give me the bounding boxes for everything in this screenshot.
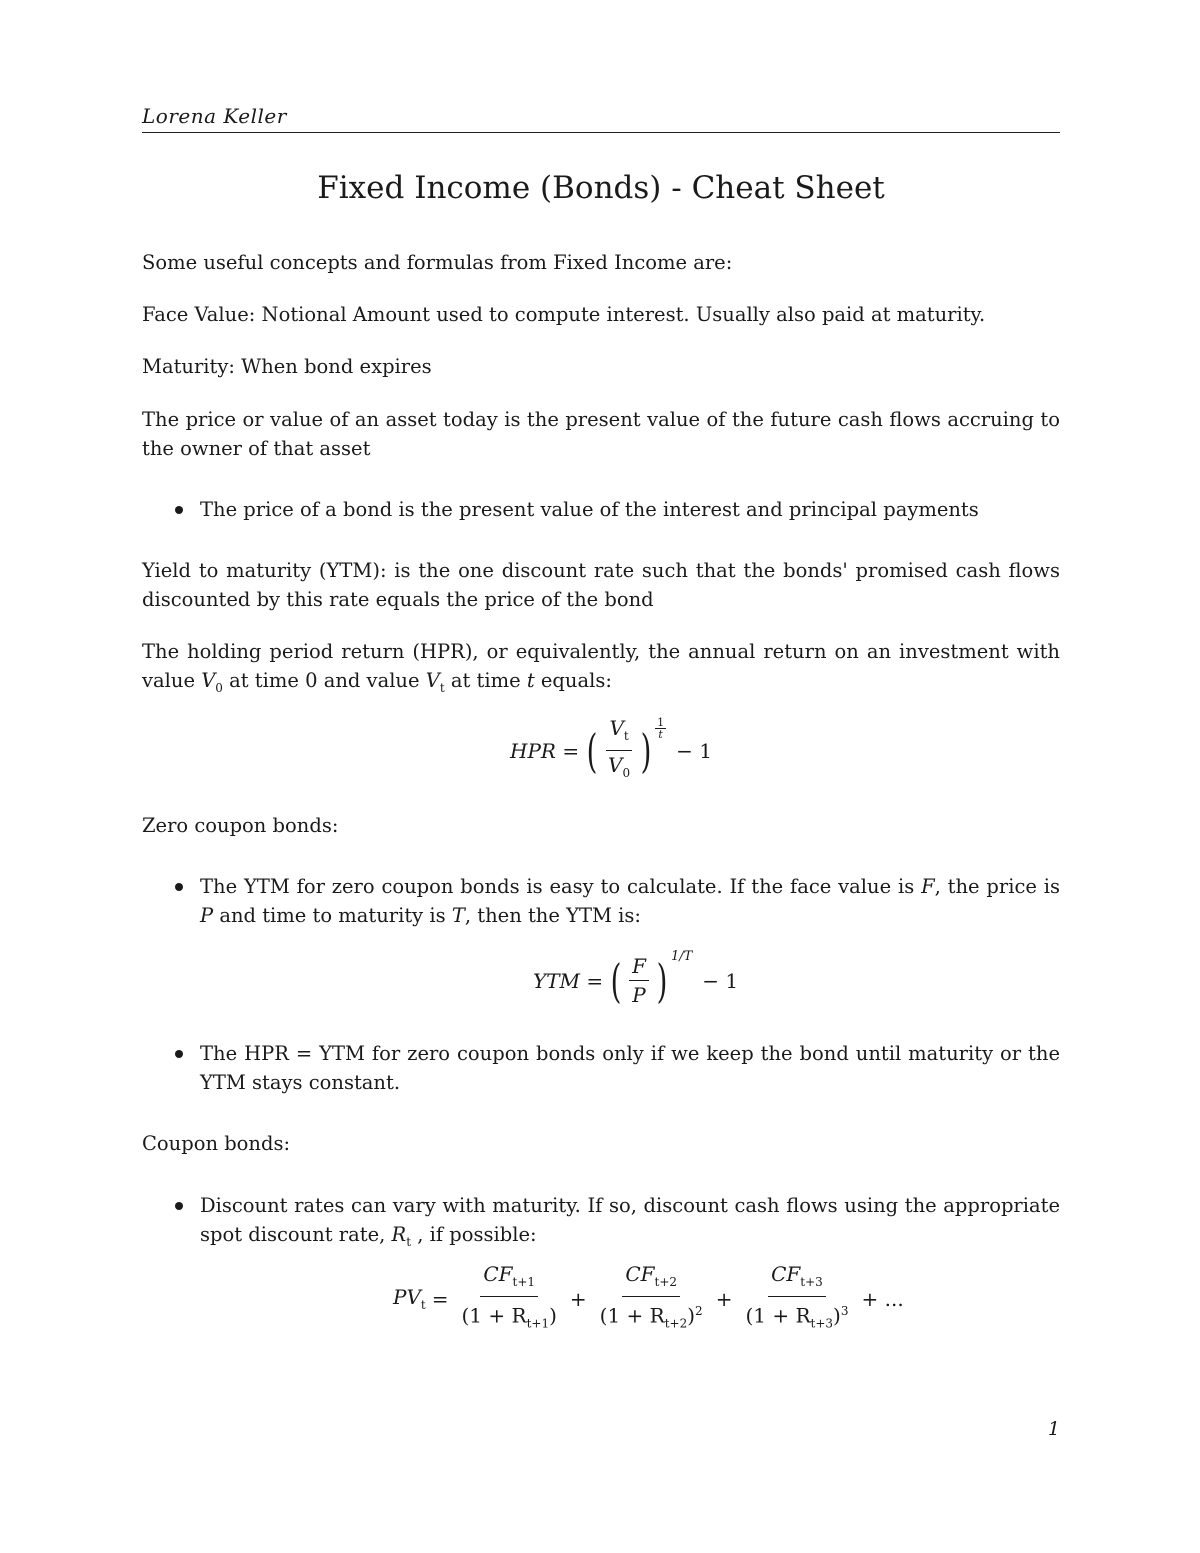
bullet-dot bbox=[175, 883, 183, 891]
bullet-price-of-bond bbox=[200, 495, 1060, 524]
bullet-discount-rates: Discount rates can vary with maturity. If so, discount cash flows using the appropriate spot discount rate, $R_t$ , if possible: bbox=[200, 1191, 1060, 1257]
bullet-zero-coupon-ytm: The YTM for zero coupon bonds is easy to calculate. If the face value is F, the price is P and time to maturity is T, then the YTM is: bbox=[200, 872, 1060, 930]
maturity-text: Maturity: When bond expires bbox=[142, 355, 432, 378]
pv-equation: $PV_t$ = $\frac{CF_{t+1}}{(1 + R_{t+1})}$ + $\frac{CF_{t+2}}{(1 + R_{t+2})^2}$ + $\frac{CF_{t+3}}{(1 + R_{t+3})^3}$ + ... bbox=[393, 1262, 904, 1336]
hpr-fraction: $\frac{V_t}{V_0}$ bbox=[608, 716, 631, 780]
face-value-text: Face Value: Notional Amount used to compute interest. Usually also paid at maturity. bbox=[142, 303, 986, 326]
bullet-text: The price of a bond is the present value of the interest and principal payments bbox=[200, 498, 979, 521]
ytm-exponent: 1/T bbox=[670, 949, 693, 964]
page-title: Fixed Income (Bonds) - Cheat Sheet bbox=[317, 170, 885, 206]
bullet-dot bbox=[175, 1050, 183, 1058]
hpr-exponent: 1 t bbox=[657, 716, 665, 741]
zero-coupon-heading: Zero coupon bonds: bbox=[142, 814, 339, 837]
header-author: Lorena Keller bbox=[142, 104, 1060, 133]
var-vt: $V_t$ bbox=[425, 669, 445, 695]
hpr-definition: The holding period return (HPR), or equivalently, the annual return on an investment with value $V_0$ at time 0 and value $V_t$ at time t equals: bbox=[142, 640, 1060, 695]
hpr-equation: HPR = ( $\frac{V_t}{V_0}$ ) 1 t − 1 bbox=[510, 716, 712, 785]
bullet-hpr-equals-ytm: The HPR = YTM for zero coupon bonds only if we keep the bond until maturity or the YTM stays constant. bbox=[200, 1039, 1060, 1097]
ytm-equation: YTM = ( $\frac{F}{P}$ ) 1/T − 1 bbox=[533, 949, 739, 1008]
ytm-definition: Yield to maturity (YTM): is the one discount rate such that the bonds' promised cash flows discounted by this rate equals the price of the bond bbox=[142, 559, 1060, 611]
page-number: 1 bbox=[1047, 1418, 1060, 1440]
coupon-heading: Coupon bonds: bbox=[142, 1132, 291, 1155]
price-value-text: The price or value of an asset today is the present value of the future cash flows accruing to the owner of that asset bbox=[142, 408, 1060, 460]
ytm-fraction: $\frac{F}{P}$ bbox=[629, 954, 649, 1007]
pv-term-1: $\frac{CF_{t+1}}{(1 + R_{t+1})}$ bbox=[461, 1262, 557, 1331]
bullet-dot bbox=[175, 1202, 183, 1210]
bullet-dot bbox=[175, 506, 183, 514]
var-t: t bbox=[526, 669, 535, 692]
pv-term-3: $\frac{CF_{t+3}}{(1 + R_{t+3})^3}$ bbox=[745, 1262, 849, 1331]
intro-text: Some useful concepts and formulas from Fixed Income are: bbox=[142, 251, 733, 274]
pv-term-2: $\frac{CF_{t+2}}{(1 + R_{t+2})^2}$ bbox=[599, 1262, 703, 1331]
var-v0: $V_0$ bbox=[201, 669, 223, 695]
